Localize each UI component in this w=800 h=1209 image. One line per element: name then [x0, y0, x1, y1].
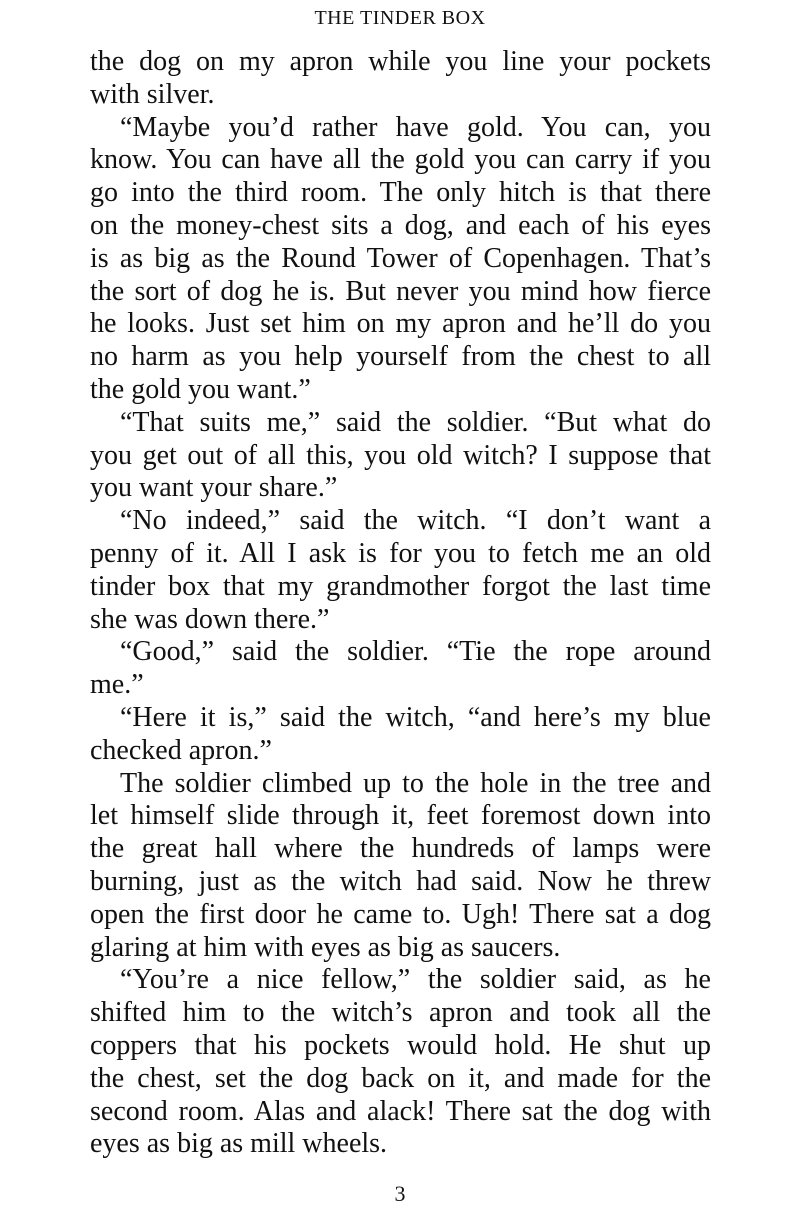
text-line: “Maybe you’d rather have gold. You can, you: [120, 111, 711, 143]
text-line: “You’re a nice fellow,” the soldier said, as he: [120, 964, 711, 996]
text-line: is as big as the Round Tower of Copenhagen. That’s: [90, 242, 711, 274]
body-text: [90, 46, 711, 1161]
text-line: the sort of dog he is. But never you mind how fierce: [90, 275, 711, 307]
text-line: shifted him to the witch’s apron and took all the: [90, 997, 711, 1029]
text-line: you get out of all this, you old witch? I suppose that: [90, 439, 711, 471]
text-line: no harm as you help yourself from the chest to all: [90, 341, 711, 373]
text-line: the great hall where the hundreds of lamps were: [90, 833, 711, 865]
text-line: open the first door he came to. Ugh! There sat a dog: [90, 898, 711, 930]
text-line: the chest, set the dog back on it, and made for the: [90, 1062, 711, 1094]
page-number: 3: [394, 1181, 406, 1206]
running-title: THE TINDER BOX: [314, 7, 486, 29]
text-line: burning, just as the witch had said. Now he threw: [90, 865, 711, 897]
text-line: she was down there.”: [90, 603, 330, 635]
text-line: “That suits me,” said the soldier. “But what do: [120, 406, 711, 438]
text-line: tinder box that my grandmother forgot the last time: [90, 570, 711, 602]
text-line: “Good,” said the soldier. “Tie the rope around: [120, 636, 711, 668]
text-line: checked apron.”: [90, 734, 272, 766]
text-line: “No indeed,” said the witch. “I don’t want a: [120, 505, 711, 537]
text-line: know. You can have all the gold you can carry if you: [90, 144, 711, 176]
text-line: he looks. Just set him on my apron and he’ll do you: [90, 308, 711, 340]
text-line: The soldier climbed up to the hole in the tree and: [120, 767, 711, 799]
text-line: the gold you want.”: [90, 373, 311, 405]
text-line: eyes as big as mill wheels.: [90, 1128, 388, 1160]
text-line: coppers that his pockets would hold. He shut up: [90, 1029, 711, 1061]
text-line: the dog on my apron while you line your pockets: [90, 46, 711, 77]
text-line: penny of it. All I ask is for you to fetch me an old: [90, 537, 711, 569]
text-line: on the money-chest sits a dog, and each of his eyes: [90, 209, 711, 241]
text-line: let himself slide through it, feet foremost down into: [90, 800, 711, 832]
text-line: go into the third room. The only hitch is that there: [90, 177, 711, 209]
text-line: you want your share.”: [90, 472, 338, 504]
text-line: glaring at him with eyes as big as saucers.: [90, 931, 561, 963]
text-line: second room. Alas and alack! There sat the dog with: [90, 1095, 711, 1127]
text-line: “Here it is,” said the witch, “and here’s my blue: [120, 701, 711, 733]
text-line: me.”: [90, 669, 144, 701]
text-line: with silver.: [90, 78, 215, 110]
